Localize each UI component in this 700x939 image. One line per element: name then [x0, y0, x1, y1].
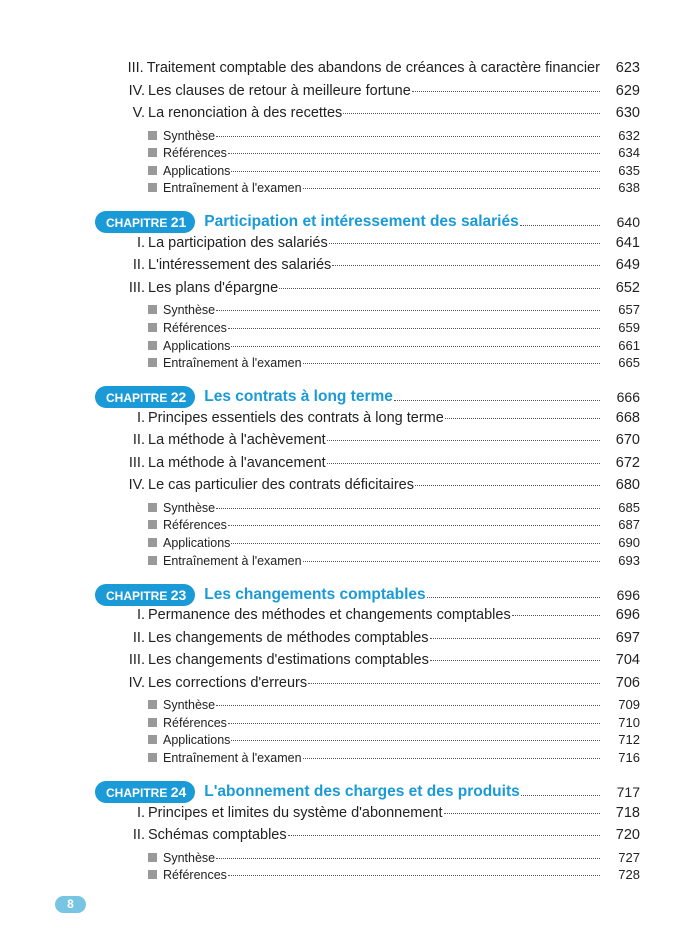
subsection-entry[interactable]: [95, 500, 640, 518]
dot-leader: [327, 463, 600, 464]
page-ref: 670: [615, 432, 640, 449]
section-numeral: IV.: [128, 674, 145, 691]
page-ref: 709: [618, 697, 640, 713]
section-title: Les clauses de retour à meilleure fortune: [148, 82, 411, 99]
dot-leader: [520, 225, 600, 226]
square-bullet-icon: [148, 520, 157, 529]
section-title: L'intéressement des salariés: [148, 257, 332, 274]
dot-leader: [228, 525, 600, 526]
dot-leader: [303, 363, 600, 364]
square-bullet-icon: [148, 183, 157, 192]
section-entry[interactable]: [95, 235, 640, 258]
page-ref: 652: [615, 279, 640, 296]
square-bullet-icon: [148, 853, 157, 862]
subsection-title: Entraînement à l'examen: [163, 181, 302, 196]
page-ref: 718: [615, 804, 640, 821]
section-entry[interactable]: [95, 805, 640, 828]
chapter-entry[interactable]: [95, 385, 640, 410]
subsection-entry[interactable]: [95, 128, 640, 146]
dot-leader: [216, 310, 600, 311]
chapter-badge-label: CHAPITRE: [106, 786, 168, 800]
section-entry[interactable]: [95, 652, 640, 675]
dot-leader: [343, 113, 600, 114]
subsection-entry[interactable]: [95, 145, 640, 163]
square-bullet-icon: [148, 148, 157, 157]
dot-leader: [327, 440, 600, 441]
square-bullet-icon: [148, 735, 157, 744]
section-entry[interactable]: [95, 60, 640, 83]
subsection-entry[interactable]: [95, 553, 640, 571]
section-entry[interactable]: [95, 675, 640, 698]
chapter-badge-label: CHAPITRE: [106, 391, 168, 406]
page-ref: 690: [618, 534, 640, 550]
square-bullet-icon: [148, 870, 157, 879]
section-entry[interactable]: [95, 477, 640, 500]
chapter-number: 24: [170, 784, 187, 800]
chapter-number: 21: [170, 214, 187, 231]
subsection-entry[interactable]: [95, 338, 640, 356]
chapter-badge: [95, 781, 195, 803]
dot-leader: [288, 835, 600, 836]
subsection-entry[interactable]: [95, 697, 640, 715]
section-numeral: III.: [128, 652, 145, 669]
dot-leader: [415, 485, 600, 486]
dot-leader: [303, 561, 600, 562]
page-ref: 696: [616, 586, 640, 603]
page-ref: 728: [618, 867, 640, 883]
dot-leader: [216, 136, 600, 137]
subsection-entry[interactable]: [95, 535, 640, 553]
square-bullet-icon: [148, 503, 157, 512]
subsection-entry[interactable]: [95, 867, 640, 885]
page-ref: 661: [618, 337, 640, 353]
subsection-entry[interactable]: [95, 320, 640, 338]
square-bullet-icon: [148, 358, 157, 367]
section-title: Permanence des méthodes et changements comptables: [148, 607, 511, 624]
dot-leader: [216, 705, 600, 706]
chapter-entry[interactable]: [95, 210, 640, 235]
section-numeral: IV.: [128, 477, 145, 494]
page-ref: 680: [615, 477, 640, 494]
square-bullet-icon: [148, 556, 157, 565]
subsection-entry[interactable]: [95, 732, 640, 750]
page-ref: 696: [615, 607, 640, 624]
page-ref: 641: [615, 234, 640, 251]
dot-leader: [430, 660, 600, 661]
page-ref: 632: [618, 127, 640, 143]
section-numeral: II.: [132, 629, 145, 646]
section-numeral: I.: [136, 409, 145, 426]
dot-leader: [430, 638, 600, 639]
subsection-title: Entraînement à l'examen: [163, 356, 302, 371]
page-ref: 717: [616, 784, 640, 800]
square-bullet-icon: [148, 718, 157, 727]
subsection-title: Entraînement à l'examen: [163, 553, 302, 568]
section-title: Les changements d'estimations comptables: [148, 652, 429, 669]
square-bullet-icon: [148, 305, 157, 314]
section-title: Les plans d'épargne: [148, 279, 279, 296]
section-title: Les changements de méthodes comptables: [148, 629, 429, 646]
subsection-title: Applications: [163, 163, 231, 178]
chapter-title: Participation et intéressement des salariés: [204, 213, 519, 231]
page-ref: 685: [618, 499, 640, 515]
section-title: La participation des salariés: [148, 234, 328, 251]
dot-leader: [308, 683, 600, 684]
dot-leader: [303, 188, 600, 189]
page-ref: 693: [618, 552, 640, 568]
page-ref: 638: [618, 180, 640, 196]
section-numeral: I.: [136, 607, 145, 624]
table-of-contents: [95, 60, 640, 885]
dot-leader: [228, 723, 600, 724]
page-ref: 687: [618, 517, 640, 533]
page-ref: 665: [618, 355, 640, 371]
subsection-entry[interactable]: [95, 517, 640, 535]
section-entry[interactable]: [95, 455, 640, 478]
page-ref: 649: [615, 257, 640, 274]
section-entry[interactable]: [95, 257, 640, 280]
chapter-title: L'abonnement des charges et des produits: [204, 783, 520, 800]
subsection-title: Synthèse: [163, 303, 216, 318]
section-title: Le cas particulier des contrats déficitaires: [148, 477, 414, 494]
subsection-title: Références: [163, 320, 227, 335]
dot-leader: [231, 543, 600, 544]
page-ref: 630: [615, 105, 640, 121]
square-bullet-icon: [148, 166, 157, 175]
subsection-entry[interactable]: [95, 750, 640, 768]
dot-leader: [394, 400, 600, 401]
subsection-title: Références: [163, 715, 227, 730]
page-number-badge: 8: [55, 896, 86, 913]
page-ref: 629: [615, 82, 640, 99]
dot-leader: [279, 288, 600, 289]
section-entry[interactable]: [95, 83, 640, 106]
square-bullet-icon: [148, 700, 157, 709]
chapter-badge: [95, 211, 195, 233]
dot-leader: [228, 875, 600, 876]
section-entry[interactable]: [95, 410, 640, 433]
subsection-entry[interactable]: [95, 180, 640, 198]
page-ref: 659: [618, 319, 640, 335]
page-ref: 666: [616, 389, 640, 406]
square-bullet-icon: [148, 538, 157, 547]
dot-leader: [228, 328, 600, 329]
chapter-title: Les contrats à long terme: [204, 388, 393, 406]
dot-leader: [332, 265, 600, 266]
chapter-badge: [95, 386, 195, 408]
chapter-entry[interactable]: [95, 780, 640, 805]
chapter-badge: [95, 584, 195, 606]
subsection-title: Entraînement à l'examen: [163, 750, 302, 765]
section-numeral: IV.: [128, 82, 145, 99]
page-ref: 623: [615, 60, 640, 76]
chapter-badge-label: CHAPITRE: [106, 588, 168, 603]
dot-leader: [216, 858, 600, 859]
page-ref: 634: [618, 145, 640, 161]
section-entry[interactable]: [95, 432, 640, 455]
dot-leader: [228, 153, 600, 154]
dot-leader: [231, 740, 600, 741]
page-ref: 704: [615, 652, 640, 669]
dot-leader: [445, 418, 600, 419]
square-bullet-icon: [148, 341, 157, 350]
page-ref: 712: [618, 732, 640, 748]
section-title: La méthode à l'avancement: [148, 454, 326, 471]
chapter-entry[interactable]: [95, 582, 640, 607]
section-title: Principes et limites du système d'abonnement: [148, 804, 443, 821]
page-ref: 727: [618, 849, 640, 865]
section-title: La méthode à l'achèvement: [148, 432, 326, 449]
page-ref: 640: [616, 214, 640, 231]
page-ref: 697: [615, 629, 640, 646]
page-ref: 657: [618, 302, 640, 318]
chapter-badge-label: CHAPITRE: [106, 216, 168, 231]
subsection-title: Applications: [163, 338, 231, 353]
dot-leader: [329, 243, 600, 244]
section-numeral: III.: [128, 454, 145, 471]
page-ref: 720: [615, 827, 640, 843]
dot-leader: [444, 813, 600, 814]
dot-leader: [512, 615, 600, 616]
dot-leader: [427, 597, 600, 598]
page-ref: 668: [615, 409, 640, 426]
section-numeral: II.: [132, 257, 145, 274]
section-title: Principes essentiels des contrats à long terme: [148, 409, 444, 426]
section-numeral: III.: [128, 279, 145, 296]
section-entry[interactable]: [95, 280, 640, 303]
section-numeral: V.: [132, 105, 145, 121]
subsection-entry[interactable]: [95, 302, 640, 320]
section-title: La renonciation à des recettes: [148, 105, 343, 121]
section-title: Schémas comptables: [148, 827, 287, 843]
subsection-title: Synthèse: [163, 500, 216, 515]
section-numeral: III.: [127, 60, 144, 76]
page-ref: 710: [618, 714, 640, 730]
chapter-number: 22: [170, 389, 187, 406]
page-ref: 635: [618, 162, 640, 178]
square-bullet-icon: [148, 131, 157, 140]
section-numeral: II.: [132, 432, 145, 449]
section-title: Les corrections d'erreurs: [148, 674, 308, 691]
dot-leader: [231, 171, 600, 172]
section-entry[interactable]: [95, 630, 640, 653]
subsection-title: Références: [163, 868, 227, 883]
subsection-title: Applications: [163, 733, 231, 748]
section-numeral: II.: [132, 827, 145, 843]
square-bullet-icon: [148, 753, 157, 762]
subsection-entry[interactable]: [95, 163, 640, 181]
subsection-title: Synthèse: [163, 698, 216, 713]
subsection-entry[interactable]: [95, 850, 640, 868]
subsection-title: Synthèse: [163, 128, 216, 143]
chapter-title: Les changements comptables: [204, 585, 426, 603]
page-ref: 706: [615, 674, 640, 691]
dot-leader: [412, 91, 600, 92]
section-entry[interactable]: [95, 105, 640, 128]
section-entry[interactable]: [95, 607, 640, 630]
dot-leader: [231, 346, 600, 347]
dot-leader: [521, 795, 600, 796]
chapter-number: 23: [170, 586, 187, 603]
section-numeral: I.: [136, 804, 145, 821]
page-ref: 716: [618, 749, 640, 765]
section-title: Traitement comptable des abandons de créances à caractère financier: [146, 60, 600, 76]
subsection-title: Applications: [163, 535, 231, 550]
section-entry[interactable]: [95, 827, 640, 850]
square-bullet-icon: [148, 323, 157, 332]
page-ref: 672: [615, 454, 640, 471]
subsection-entry[interactable]: [95, 715, 640, 733]
dot-leader: [303, 758, 600, 759]
section-numeral: I.: [136, 234, 145, 251]
subsection-title: Références: [163, 146, 227, 161]
subsection-entry[interactable]: [95, 355, 640, 373]
subsection-title: Synthèse: [163, 850, 216, 865]
dot-leader: [216, 508, 600, 509]
subsection-title: Références: [163, 518, 227, 533]
